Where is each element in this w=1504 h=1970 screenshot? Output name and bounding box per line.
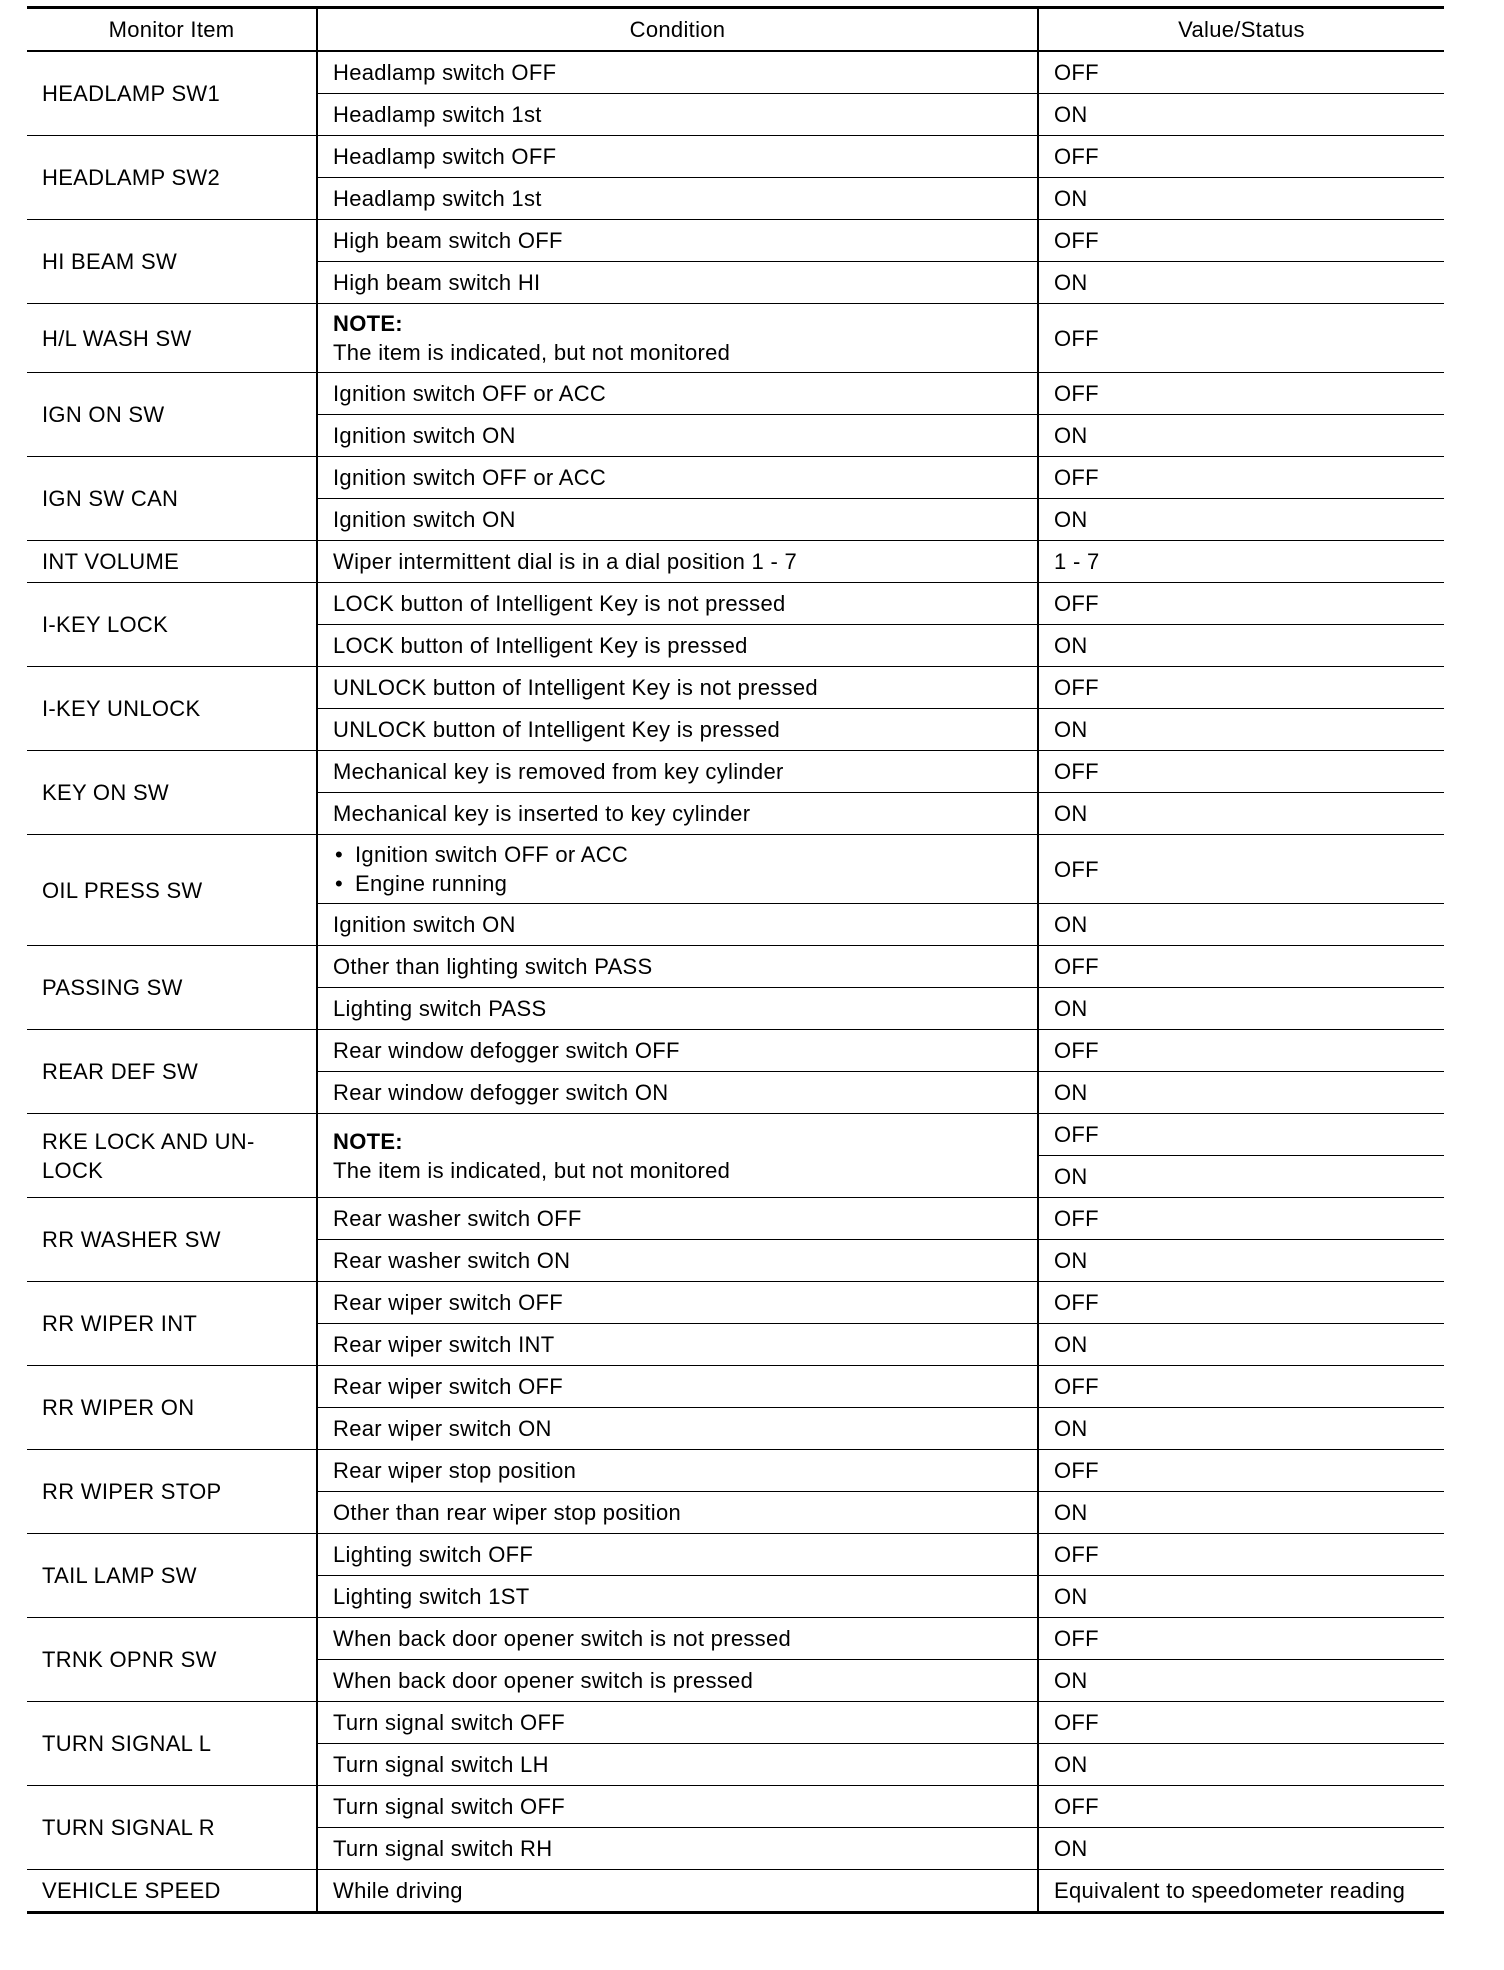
value-status-cell: OFF <box>1038 946 1444 988</box>
value-status-cell: ON <box>1038 499 1444 541</box>
table-row <box>27 373 1444 415</box>
header-row <box>27 8 1444 52</box>
condition-cell: Headlamp switch 1st <box>317 94 1038 136</box>
monitor-item-cell: RR WASHER SW <box>27 1198 317 1282</box>
table-row <box>27 835 1444 904</box>
table-row <box>27 583 1444 625</box>
value-status-cell: OFF <box>1038 751 1444 793</box>
value-status-cell: OFF <box>1038 1198 1444 1240</box>
value-status-cell: OFF <box>1038 1366 1444 1408</box>
condition-cell: Rear window defogger switch OFF <box>317 1030 1038 1072</box>
condition-cell: UNLOCK button of Intelligent Key is not pressed <box>317 667 1038 709</box>
table-row <box>27 667 1444 709</box>
value-status-cell: ON <box>1038 1576 1444 1618</box>
condition-cell: Mechanical key is removed from key cylinder <box>317 751 1038 793</box>
value-status-cell: ON <box>1038 1072 1444 1114</box>
condition-bullet-item: • Engine running <box>333 869 1037 898</box>
monitor-item-cell: I-KEY LOCK <box>27 583 317 667</box>
value-status-cell: OFF <box>1038 51 1444 94</box>
monitor-item-cell: I-KEY UNLOCK <box>27 667 317 751</box>
condition-cell: Wiper intermittent dial is in a dial position 1 - 7 <box>317 541 1038 583</box>
table-row <box>27 1282 1444 1324</box>
value-status-cell: OFF <box>1038 1618 1444 1660</box>
condition-bullet-item: • Ignition switch OFF or ACC <box>333 840 1037 869</box>
condition-cell: Rear wiper stop position <box>317 1450 1038 1492</box>
condition-cell: LOCK button of Intelligent Key is not pressed <box>317 583 1038 625</box>
table-row <box>27 1702 1444 1744</box>
condition-cell: Turn signal switch OFF <box>317 1786 1038 1828</box>
condition-cell: When back door opener switch is not pressed <box>317 1618 1038 1660</box>
monitor-item-cell: TURN SIGNAL L <box>27 1702 317 1786</box>
monitor-item-cell: RR WIPER ON <box>27 1366 317 1450</box>
value-status-cell: OFF <box>1038 1786 1444 1828</box>
condition-cell: Rear window defogger switch ON <box>317 1072 1038 1114</box>
condition-cell <box>317 835 1038 904</box>
value-status-cell: OFF <box>1038 220 1444 262</box>
value-status-cell: OFF <box>1038 1282 1444 1324</box>
condition-cell: High beam switch HI <box>317 262 1038 304</box>
header-value-status: Value/Status <box>1038 8 1444 52</box>
value-status-cell: OFF <box>1038 835 1444 904</box>
value-status-cell: ON <box>1038 415 1444 457</box>
value-status-cell: OFF <box>1038 457 1444 499</box>
condition-cell: When back door opener switch is pressed <box>317 1660 1038 1702</box>
condition-cell: Headlamp switch 1st <box>317 178 1038 220</box>
condition-cell: Ignition switch OFF or ACC <box>317 457 1038 499</box>
monitor-item-cell: IGN ON SW <box>27 373 317 457</box>
note-text: The item is indicated, but not monitored <box>333 1157 731 1183</box>
table-row <box>27 304 1444 373</box>
monitor-item-cell: TAIL LAMP SW <box>27 1534 317 1618</box>
monitor-item-cell <box>27 1114 317 1198</box>
condition-cell: Mechanical key is inserted to key cylinder <box>317 793 1038 835</box>
condition-cell: Headlamp switch OFF <box>317 136 1038 178</box>
table-row <box>27 1450 1444 1492</box>
value-status-cell: OFF <box>1038 136 1444 178</box>
monitor-item-cell: IGN SW CAN <box>27 457 317 541</box>
table-row <box>27 220 1444 262</box>
table-row <box>27 541 1444 583</box>
value-status-cell: ON <box>1038 793 1444 835</box>
value-status-cell: OFF <box>1038 583 1444 625</box>
table-row <box>27 1030 1444 1072</box>
value-status-cell: OFF <box>1038 1702 1444 1744</box>
value-status-cell: ON <box>1038 1828 1444 1870</box>
value-status-cell: ON <box>1038 1240 1444 1282</box>
table-row <box>27 946 1444 988</box>
value-status-cell: OFF <box>1038 1534 1444 1576</box>
condition-note-cell <box>317 1114 1038 1198</box>
value-status-cell: OFF <box>1038 373 1444 415</box>
monitor-item-name-line: LOCK <box>42 1157 104 1183</box>
value-status-cell: OFF <box>1038 1030 1444 1072</box>
condition-cell: Ignition switch ON <box>317 499 1038 541</box>
condition-cell: Lighting switch OFF <box>317 1534 1038 1576</box>
table-row <box>27 1870 1444 1913</box>
condition-cell: Other than lighting switch PASS <box>317 946 1038 988</box>
condition-cell: Lighting switch PASS <box>317 988 1038 1030</box>
monitor-item-cell: HI BEAM SW <box>27 220 317 304</box>
condition-cell: LOCK button of Intelligent Key is pressed <box>317 625 1038 667</box>
table-body <box>27 51 1444 1913</box>
condition-cell: UNLOCK button of Intelligent Key is pressed <box>317 709 1038 751</box>
monitor-item-cell: VEHICLE SPEED <box>27 1870 317 1913</box>
value-status-cell: ON <box>1038 1492 1444 1534</box>
condition-cell: Turn signal switch LH <box>317 1744 1038 1786</box>
condition-cell: Ignition switch ON <box>317 904 1038 946</box>
condition-cell: Rear washer switch ON <box>317 1240 1038 1282</box>
monitor-item-cell: HEADLAMP SW2 <box>27 136 317 220</box>
condition-cell: High beam switch OFF <box>317 220 1038 262</box>
monitor-item-table <box>27 6 1444 1914</box>
monitor-item-cell: OIL PRESS SW <box>27 835 317 946</box>
condition-cell: Ignition switch ON <box>317 415 1038 457</box>
condition-cell: Turn signal switch OFF <box>317 1702 1038 1744</box>
monitor-item-cell: RR WIPER STOP <box>27 1450 317 1534</box>
condition-note-cell <box>317 304 1038 373</box>
header-condition: Condition <box>317 8 1038 52</box>
condition-cell: Rear wiper switch INT <box>317 1324 1038 1366</box>
table-row <box>27 1786 1444 1828</box>
condition-cell: Ignition switch OFF or ACC <box>317 373 1038 415</box>
monitor-item-cell: H/L WASH SW <box>27 304 317 373</box>
table-row <box>27 751 1444 793</box>
monitor-item-cell: TURN SIGNAL R <box>27 1786 317 1870</box>
condition-cell: While driving <box>317 1870 1038 1913</box>
table-row <box>27 1618 1444 1660</box>
value-status-cell: ON <box>1038 1324 1444 1366</box>
table-row <box>27 1114 1444 1156</box>
value-status-cell: ON <box>1038 1156 1444 1198</box>
value-status-cell: ON <box>1038 94 1444 136</box>
condition-cell: Turn signal switch RH <box>317 1828 1038 1870</box>
value-status-cell: OFF <box>1038 1114 1444 1156</box>
note-label: NOTE: <box>333 311 403 336</box>
value-status-cell: ON <box>1038 625 1444 667</box>
condition-cell: Other than rear wiper stop position <box>317 1492 1038 1534</box>
condition-cell: Rear wiper switch OFF <box>317 1366 1038 1408</box>
value-status-cell: 1 - 7 <box>1038 541 1444 583</box>
condition-cell: Headlamp switch OFF <box>317 51 1038 94</box>
value-status-cell: ON <box>1038 1660 1444 1702</box>
value-status-cell: ON <box>1038 709 1444 751</box>
condition-bullet-list <box>333 840 1037 898</box>
monitor-item-cell: PASSING SW <box>27 946 317 1030</box>
value-status-cell: ON <box>1038 904 1444 946</box>
note-label: NOTE: <box>333 1128 403 1154</box>
monitor-item-cell: TRNK OPNR SW <box>27 1618 317 1702</box>
condition-cell: Rear wiper switch OFF <box>317 1282 1038 1324</box>
monitor-item-cell: KEY ON SW <box>27 751 317 835</box>
table-header <box>27 8 1444 52</box>
table-row <box>27 51 1444 94</box>
monitor-item-cell: INT VOLUME <box>27 541 317 583</box>
monitor-item-name-line: RKE LOCK AND UN- <box>42 1128 255 1154</box>
monitor-item-cell: REAR DEF SW <box>27 1030 317 1114</box>
note-text: The item is indicated, but not monitored <box>333 340 731 365</box>
value-status-cell: ON <box>1038 1744 1444 1786</box>
value-status-cell: ON <box>1038 988 1444 1030</box>
value-status-cell: Equivalent to speedometer reading <box>1038 1870 1444 1913</box>
table-row <box>27 1534 1444 1576</box>
table-row <box>27 136 1444 178</box>
value-status-cell: ON <box>1038 178 1444 220</box>
value-status-cell: OFF <box>1038 667 1444 709</box>
value-status-cell: ON <box>1038 1408 1444 1450</box>
table-row <box>27 1366 1444 1408</box>
monitor-table-container <box>27 6 1444 1914</box>
table-row <box>27 1198 1444 1240</box>
monitor-item-cell: RR WIPER INT <box>27 1282 317 1366</box>
condition-cell: Rear washer switch OFF <box>317 1198 1038 1240</box>
monitor-item-cell: HEADLAMP SW1 <box>27 51 317 136</box>
condition-cell: Rear wiper switch ON <box>317 1408 1038 1450</box>
value-status-cell: OFF <box>1038 304 1444 373</box>
table-row <box>27 457 1444 499</box>
value-status-cell: ON <box>1038 262 1444 304</box>
value-status-cell: OFF <box>1038 1450 1444 1492</box>
condition-cell: Lighting switch 1ST <box>317 1576 1038 1618</box>
header-monitor-item: Monitor Item <box>27 8 317 52</box>
